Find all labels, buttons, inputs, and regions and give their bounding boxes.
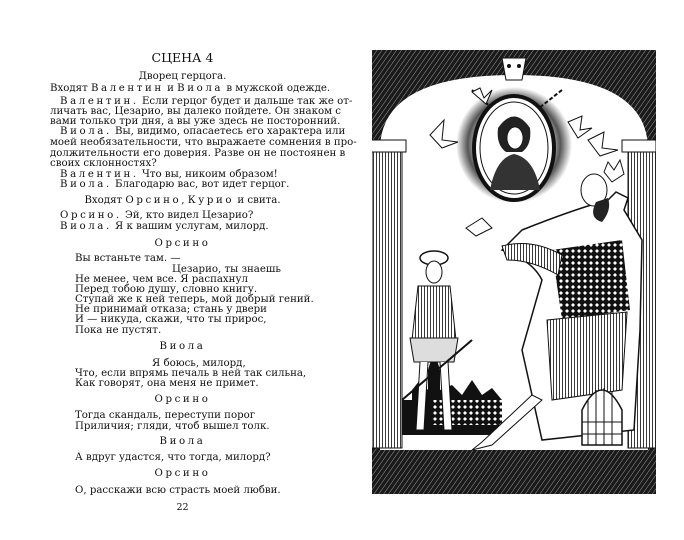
speaker: Валентин.	[60, 169, 139, 180]
verse-line: А вдруг удастся, что тогда, милорд?	[75, 452, 271, 463]
line-text: Я к вашим услугам, милорд.	[111, 221, 269, 232]
engraving-svg	[372, 50, 656, 494]
speaker: Валентин.	[60, 96, 139, 107]
verse-line: Вы встаньте там. —	[75, 253, 181, 264]
speaker-heading: Орсино	[154, 394, 211, 405]
prose-line	[60, 126, 346, 137]
speaker-heading: Виола	[159, 341, 206, 352]
sd-text: и свита.	[234, 195, 281, 206]
sd-text: в мужской одежде.	[223, 83, 331, 94]
speaker-heading: Орсино	[154, 238, 211, 249]
speaker: Виола.	[60, 221, 112, 232]
sd-text: ,	[181, 195, 188, 206]
speaker: Виола.	[60, 126, 112, 137]
prose-line: вами только три дня, а вы уже здесь не посторонний.	[50, 116, 341, 127]
illustration-engraving	[372, 50, 656, 494]
prose-line: моей необязательности, что выражаете сомнения в про-	[50, 137, 357, 148]
speaker-heading: Виола	[159, 436, 206, 447]
stage-direction	[50, 195, 315, 206]
line-text: Вы, видимо, опасаетесь его характера или	[111, 126, 346, 137]
prose-line	[60, 179, 315, 190]
character-name: Орсино	[125, 195, 182, 206]
portrait-medallion	[456, 87, 572, 203]
character-name: Виола	[177, 83, 224, 94]
verse-line: Не принимай отказа; стань у двери	[75, 304, 267, 315]
sd-text: Входят	[50, 83, 91, 94]
verse-line: Тогда скандаль, переступи порог	[75, 410, 256, 421]
line-text: Что вы, никоим образом!	[138, 169, 278, 180]
verse-line: И — никуда, скажи, что ты прирос,	[75, 314, 267, 325]
verse-line: Не менее, чем все. Я распахнул	[75, 274, 248, 285]
prose-line: личать вас, Цезарио, вы далеко пойдете. Он знаком с	[50, 106, 341, 117]
page-number: 22	[176, 502, 189, 513]
line-text: Если герцог будет и дальше так же от-	[138, 96, 353, 107]
verse-line: Ступай же к ней теперь, мой добрый гений.	[75, 294, 314, 305]
prose-line: должительности его доверия. Разве он не постоянен в	[50, 148, 346, 159]
prose-line: своих склонностях?	[50, 158, 157, 169]
setting: Дворец герцога.	[138, 71, 227, 82]
sd-text: Входят	[84, 195, 126, 206]
sd-text: и	[163, 83, 178, 94]
line-text: Эй, кто видел Цезарио?	[121, 210, 254, 221]
scene-title: СЦЕНА 4	[151, 50, 214, 65]
verse-line: Как говорят, она меня не примет.	[75, 378, 259, 389]
verse-line: Что, если впрямь печаль в ней так сильна,	[75, 368, 307, 379]
verse-line: Приличия; гляди, чтоб вышел толк.	[75, 421, 270, 432]
speaker: Орсино.	[60, 210, 122, 221]
speaker: Виола.	[60, 179, 112, 190]
stage-direction	[50, 83, 331, 94]
verse-line: Пока не пустят.	[75, 325, 162, 336]
verse-line: Цезарио, ты знаешь	[172, 264, 281, 275]
prose-line	[60, 221, 315, 232]
character-name: Курио	[187, 195, 235, 206]
speaker-heading: Орсино	[154, 468, 211, 479]
verse-line: Перед тобою душу, словно книгу.	[75, 284, 258, 295]
line-text: Благодарю вас, вот идет герцог.	[111, 179, 290, 190]
verse-line: Я боюсь, милорд,	[152, 358, 246, 369]
verse-line: О, расскажи всю страсть моей любви.	[75, 485, 281, 496]
character-name: Валентин	[90, 83, 164, 94]
theatre-mask-icon	[502, 58, 526, 80]
prose-line	[60, 210, 315, 221]
